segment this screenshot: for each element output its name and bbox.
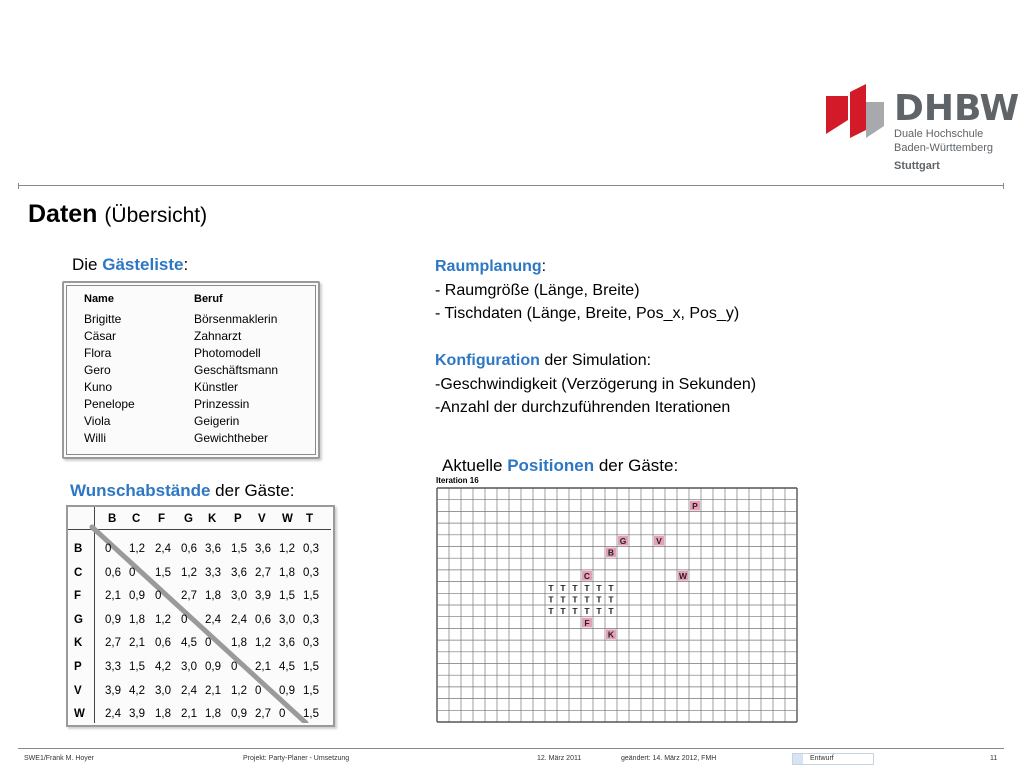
raumplanung-heading: Raumplanung [435,258,542,275]
guest-position: K [607,629,615,640]
distances-row-header: K [74,637,83,650]
distances-cell: 0 [279,708,286,721]
guestlist-heading [72,255,188,275]
distances-cell: 1,5 [303,684,319,697]
guest-position: G [619,536,627,546]
logo-city: Stuttgart [894,160,940,172]
logo-wordmark: DHBW [894,88,1020,129]
title-main: Daten [28,200,98,228]
distances-cell: 1,5 [231,543,247,555]
distances-cell: 0,6 [181,543,197,555]
distances-cell: 3,6 [231,566,247,579]
footer-author: SWE1/Frank M. Hoyer [24,755,95,762]
table-cell: T [572,594,578,605]
distances-col-header: F [158,513,166,525]
distances-cell: 1,5 [279,590,295,603]
logo-line-1: Duale Hochschule [894,128,984,140]
distances-cell: 2,1 [205,684,221,697]
guestlist-job-column [194,291,278,447]
distances-cell: 3,0 [155,684,171,697]
guestlist-table [62,281,320,459]
table-cell: T [584,594,590,605]
dhbw-logo [822,82,1020,178]
distances-cell: 1,5 [155,566,171,579]
distances-row-header: V [74,684,82,697]
footer-changed: geändert: 14. März 2012, FMH [621,755,717,762]
distances-cell: 0,9 [105,613,121,626]
footer-date: 12. März 2011 [537,755,582,762]
distances-cell: 1,8 [279,566,295,579]
distances-cell: 0 [255,684,262,697]
distances-cell: 3,9 [129,708,145,721]
title-sub: (Übersicht) [104,204,208,227]
distances-cell: 2,1 [105,590,121,603]
distances-cell: 0 [155,590,162,603]
distances-cell: 3,3 [105,661,121,673]
footer-page-number: 11 [990,755,998,762]
distances-cell: 1,8 [129,613,145,626]
konfiguration-line-1: -Geschwindigkeit (Verzögerung in Sekunden) [435,375,757,393]
distances-col-header: C [132,513,141,525]
distances-cell: 1,2 [231,684,247,697]
divider-tick-right [1003,183,1004,189]
status-box-fill [793,754,803,764]
table-cell: T [548,606,554,617]
guest-name: Penelope [84,397,135,411]
raumplanung-block [435,255,739,326]
distances-heading-highlight: Wunschabstände [70,481,211,500]
distances-cell: 3,9 [255,590,271,603]
guest-job: Geschäftsmann [194,363,279,377]
distances-cell: 1,2 [255,637,271,650]
guest-position: C [583,571,591,582]
guest-position: P [692,500,698,511]
distances-cell: 1,5 [303,708,319,721]
guest-position: B [607,547,615,558]
distances-heading [70,481,295,501]
distances-cell: 0,3 [303,543,319,555]
guest-name: Flora [84,346,112,360]
konfiguration-block [435,349,756,420]
distances-cell: 1,8 [205,590,221,603]
positions-heading-suffix: der Gäste: [594,456,679,475]
table-cell: T [608,582,614,593]
distances-row-header: C [74,566,83,579]
table-cell: T [560,606,566,617]
distances-cell: 1,5 [129,661,145,673]
distances-cell: 1,2 [155,613,171,626]
distances-cell: 2,7 [181,590,197,603]
distances-col-header: K [208,513,217,525]
table-cell: T [548,594,554,605]
iteration-label: Iteration 16 [436,476,479,485]
distances-cell: 2,1 [129,637,145,650]
guest-job: Gewichtheber [194,431,269,445]
guestlist-name-header: Name [84,293,114,305]
raumplanung-line-2: - Tischdaten (Länge, Breite, Pos_x, Pos_y) [435,305,740,322]
guest-position: W [678,571,688,582]
footer-project: Projekt: Party-Planer - Umsetzung [243,755,350,762]
distances-cell: 1,5 [303,661,319,673]
distances-cell: 0 [231,661,238,673]
distances-col-header: P [234,513,242,525]
guest-name: Viola [84,414,111,428]
distances-cell: 3,9 [105,684,121,697]
positions-grid [434,476,800,726]
guest-job: Photomodell [194,346,261,360]
distances-cell: 2,4 [205,613,221,626]
distances-cell: 0,3 [303,613,319,626]
guest-job: Börsenmaklerin [194,312,278,326]
distances-cell: 0,6 [155,637,171,650]
slide-title [28,200,207,229]
distances-cell: 3,6 [205,543,221,555]
guestlist-job-header: Beruf [194,293,223,305]
guestlist-name-column [84,291,135,447]
distances-cell: 3,6 [255,543,271,555]
distances-cell: 0,6 [255,613,271,626]
distances-cell: 0 [129,566,136,579]
footer-divider [18,748,1004,749]
distances-cell: 0,9 [205,661,221,673]
footer-status: Entwurf [810,755,834,762]
guest-position: F [584,617,590,628]
distances-row-header: W [74,708,85,721]
distances-cell: 2,7 [255,566,271,579]
distances-cell: 1,8 [205,708,221,721]
raumplanung-line-1: - Raumgröße (Länge, Breite) [435,281,640,299]
table-cell: T [608,594,614,605]
distances-cell: 4,2 [155,661,171,673]
guest-name: Cäsar [84,329,117,343]
guest-name: Willi [84,431,106,445]
distances-cell: 2,4 [105,708,121,721]
table-cell: T [560,594,566,605]
distances-cell: 3,0 [231,590,247,603]
distances-cell: 0 [105,543,112,555]
guestlist-heading-highlight: Gästeliste [102,255,184,274]
table-cell: T [584,606,590,617]
guest-name: Brigitte [84,312,122,326]
guest-name: Kuno [84,380,113,394]
distances-col-header: B [108,513,117,525]
distances-cell: 0,9 [129,590,145,603]
distances-cell: 1,2 [129,543,145,555]
guestlist-heading-prefix: Die [72,255,103,274]
distances-cell: 2,4 [231,613,247,626]
positions-grid-canvas [434,486,800,726]
header-divider [18,185,1004,186]
distances-cell: 0,9 [279,684,295,697]
guest-position: V [656,536,662,546]
distances-heading-suffix: der Gäste: [210,481,295,500]
distances-cell: 0 [205,637,212,650]
divider-tick-left [18,183,19,189]
table-cell: T [560,582,566,593]
distances-cell: 4,5 [279,661,295,673]
konfiguration-line-2: -Anzahl der durchzuführenden Iterationen [435,399,731,416]
distances-cell: 3,0 [279,613,295,626]
distances-cell: 2,4 [181,684,197,697]
distances-cell: 0,6 [105,566,121,579]
raumplanung-heading-suffix: : [541,258,547,275]
distances-cell: 0 [181,613,188,626]
distances-col-header: V [258,513,266,525]
table-cell: T [584,582,590,593]
distances-cell: 4,2 [129,684,145,697]
guestlist-heading-suffix: : [183,255,189,274]
distances-row-header: P [74,661,82,673]
logo-line-2: Baden-Württemberg [894,142,994,154]
distances-row-header: F [74,590,82,603]
distances-cell: 1,2 [279,543,295,555]
table-cell: T [596,606,602,617]
table-cell: T [572,582,578,593]
distances-cell: 4,5 [181,637,197,650]
guest-job: Künstler [194,380,239,394]
table-cell: T [596,594,602,605]
distances-cell: 0,3 [303,637,319,650]
distances-cell: 2,7 [105,637,121,650]
distances-row-header: B [74,543,83,555]
distances-row-header: G [74,613,83,626]
distances-table [66,505,335,727]
table-cell: T [548,582,554,593]
konfiguration-heading-suffix: der Simulation: [539,352,652,369]
distances-cell: 1,5 [303,590,319,603]
table-cell: T [572,606,578,617]
positions-heading-highlight: Positionen [507,456,595,475]
distances-cell: 3,0 [181,661,197,673]
guest-job: Geigerin [194,414,240,428]
distances-cell: 0,3 [303,566,319,579]
distances-col-header: T [306,513,314,525]
distances-cell: 1,2 [181,566,197,579]
distances-col-header: W [282,513,293,525]
guest-job: Prinzessin [194,397,250,411]
distances-cell: 2,1 [255,661,271,673]
positions-heading [442,456,678,476]
distances-cell: 3,3 [205,566,221,579]
distances-cell: 1,8 [155,708,171,721]
distances-cell: 2,7 [255,708,271,721]
distances-cell: 2,4 [155,543,171,555]
distances-col-header: G [184,513,193,525]
distances-cell: 2,1 [181,708,197,721]
positions-heading-prefix: Aktuelle [442,456,508,475]
guest-job: Zahnarzt [194,329,242,343]
konfiguration-heading: Konfiguration [435,352,540,369]
table-cell: T [596,582,602,593]
table-cell: T [608,606,614,617]
distances-cell: 0,9 [231,708,247,721]
distances-cell: 3,6 [279,637,295,650]
distances-cell: 1,8 [231,637,247,650]
dhbw-logo-mark-icon [822,82,892,144]
guest-name: Gero [84,363,111,377]
